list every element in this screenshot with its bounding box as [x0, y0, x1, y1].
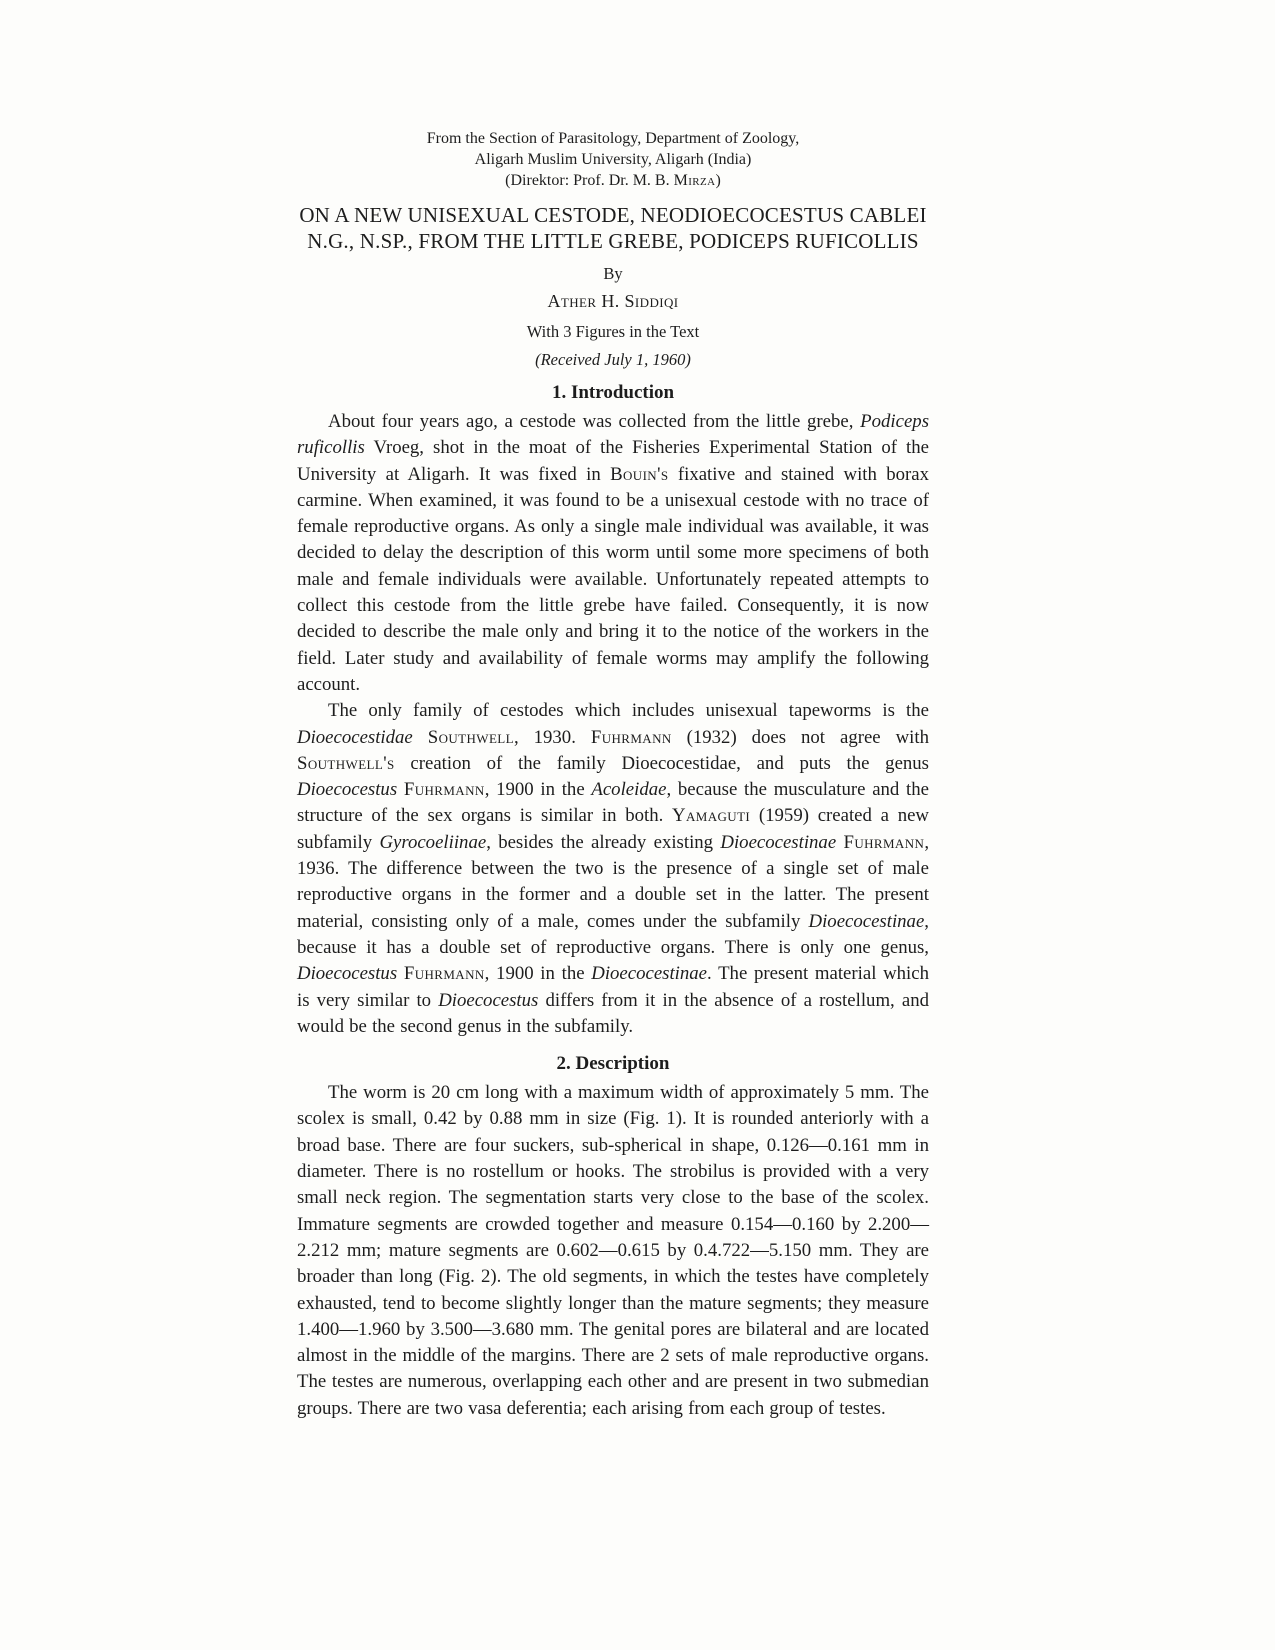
paper-title: [297, 202, 929, 254]
section-heading-introduction: 1. Introduction: [551, 382, 675, 403]
affiliation-line-3: (Direktor: Prof. Dr. M. B. Mirza): [505, 172, 721, 189]
figures-note: With 3 Figures in the Text: [526, 322, 700, 341]
paper-content: [297, 128, 929, 1422]
affiliation-line-1: From the Section of Parasitology, Department of Zoology,: [426, 130, 800, 147]
section-heading-description: 2. Description: [556, 1053, 670, 1075]
paper-title-line-2: N.G., N.SP., FROM THE LITTLE GREBE, PODICEPS RUFICOLLIS: [307, 229, 919, 253]
affiliation-line-2: Aligarh Muslim University, Aligarh (India): [474, 151, 752, 168]
paper-header: [297, 128, 929, 369]
introduction-paragraph-1: About four years ago, a cestode was collected from the little grebe, Podiceps ruficollis Vroeg, shot in the moat of the Fisheries Experimental Station of the University at Aligarh. It was fixed in Bouin's fixative and stained with borax carmine. When examined, it was found to be a unisexual cestode with no trace of female reproductive organs. As only a single male individual was available, it was decided to delay the description of this worm until some more specimens of both male and female individuals were available. Unfortunately repeated attempts to collect this cestode from the little grebe have failed. Consequently, it is now decided to describe the male only and bring it to the notice of the workers in the field. Later study and availability of female worms may amplify the following account.: [297, 411, 929, 695]
section-description: [297, 1052, 929, 1422]
section-introduction: [297, 381, 929, 1040]
paper-title-line-1: ON A NEW UNISEXUAL CESTODE, NEODIOECOCESTUS CABLEI: [299, 203, 927, 227]
author-name: Ather H. Siddiqi: [547, 291, 679, 311]
received-date: (Received July 1, 1960): [535, 350, 691, 369]
byline-by: By: [603, 264, 623, 283]
introduction-paragraph-2: The only family of cestodes which includes unisexual tapeworms is the Dioecocestidae Southwell, 1930. Fuhrmann (1932) does not agree with Southwell's creation of the family Dioecocestidae, and puts the genus Dioecocestus Fuhrmann, 1900 in the Acoleidae, because the musculature and the structure of the sex organs is similar in both. Yamaguti (1959) created a new subfamily Gyrocoeliinae, besides the already existing Dioecocestinae Fuhrmann, 1936. The difference between the two is the presence of a single set of male reproductive organs in the former and a double set in the latter. The present material, consisting only of a male, comes under the subfamily Dioecocestinae, because it has a double set of reproductive organs. There is only one genus, Dioecocestus Fuhrmann, 1900 in the Dioecocestinae. The present material which is very similar to Dioecocestus differs from it in the absence of a rostellum, and would be the second genus in the subfamily.: [297, 700, 930, 1037]
description-paragraph-1: The worm is 20 cm long with a maximum width of approximately 5 mm. The scolex is small, 0.42 by 0.88 mm in size (Fig. 1). It is rounded anteriorly with a broad base. There are four suckers, sub-spherical in shape, 0.126—0.161 mm in diameter. There is no rostellum or hooks. The strobilus is provided with a very small neck region. The segmentation starts very close to the base of the scolex. Immature segments are crowded together and measure 0.154—0.160 by 2.200—2.212 mm; mature segments are 0.602—0.615 by 0.4.722—5.150 mm. They are broader than long (Fig. 2). The old segments, in which the testes have completely exhausted, tend to become slightly longer than the mature segments; they measure 1.400—1.960 by 3.500—3.680 mm. The genital pores are bilateral and are located almost in the middle of the margins. There are 2 sets of male reproductive organs. The testes are numerous, overlapping each other and are present in two submedian groups. There are two vasa deferentia; each arising from each group of testes.: [297, 1082, 929, 1419]
